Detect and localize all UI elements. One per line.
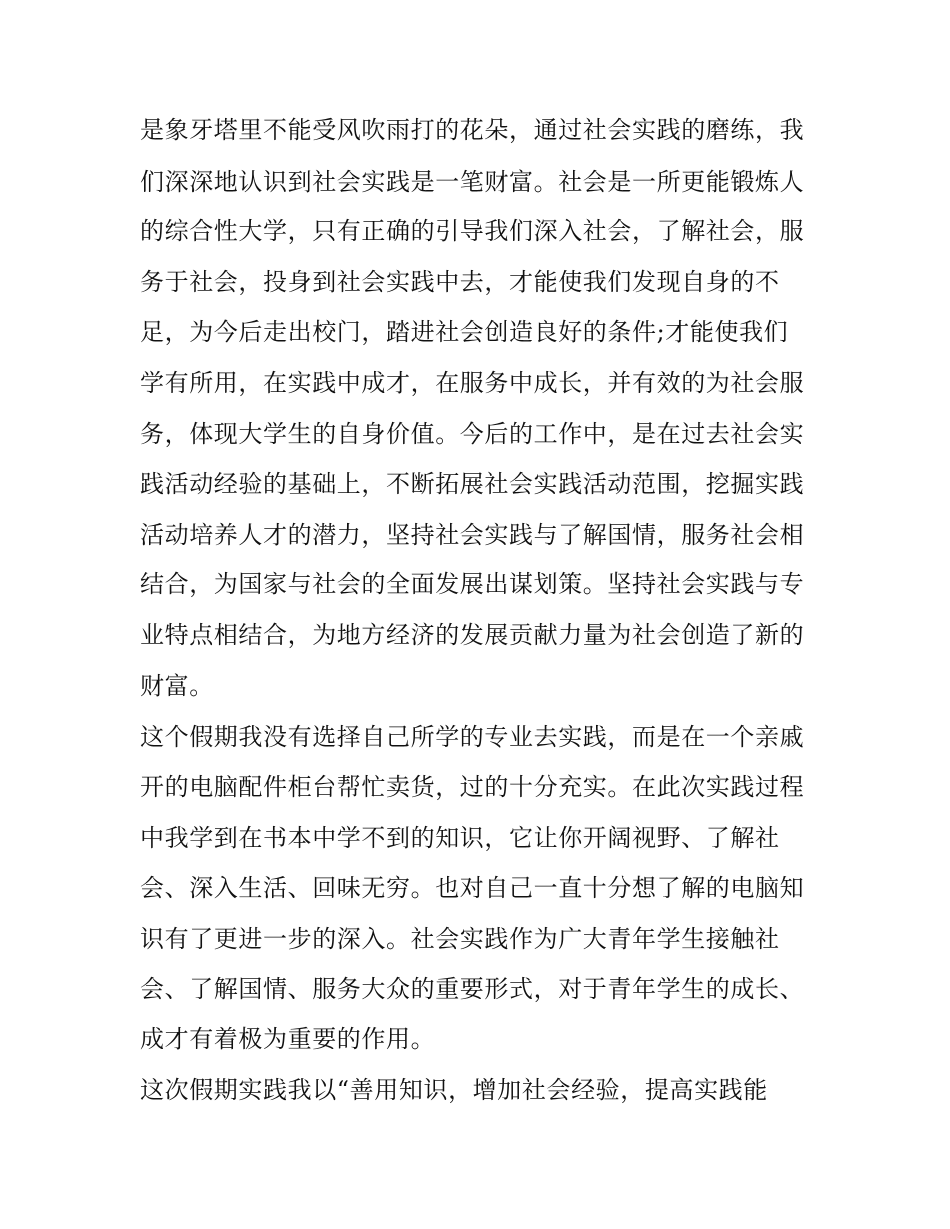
text-line: 践活动经验的基础上，不断拓展社会实践活动范围，挖掘实践 xyxy=(140,470,805,498)
text-line: 们深深地认识到社会实践是一笔财富。社会是一所更能锻炼人 xyxy=(140,168,805,196)
text-line: 务，体现大学生的自身价值。今后的工作中，是在过去社会实 xyxy=(140,420,805,448)
text-line: 中我学到在书本中学不到的知识，它让你开阔视野、了解社 xyxy=(140,824,780,852)
text-line: 足，为今后走出校门，踏进社会创造良好的条件;才能使我们 xyxy=(140,318,789,346)
text-line: 财富。 xyxy=(140,672,214,700)
text-line: 务于社会，投身到社会实践中去，才能使我们发现自身的不 xyxy=(140,268,780,296)
text-line: 是象牙塔里不能受风吹雨打的花朵，通过社会实践的磨练，我 xyxy=(140,116,805,144)
text-line: 这次假期实践我以“善用知识，增加社会经验，提高实践能 xyxy=(140,1076,768,1104)
text-line: 业特点相结合，为地方经济的发展贡献力量为社会创造了新的 xyxy=(140,621,805,649)
text-line: 会、深入生活、回味无穷。也对自己一直十分想了解的电脑知 xyxy=(140,874,805,902)
text-line: 活动培养人才的潜力，坚持社会实践与了解国情，服务社会相 xyxy=(140,521,805,549)
text-line: 识有了更进一步的深入。社会实践作为广大青年学生接触社 xyxy=(140,925,780,953)
text-line: 开的电脑配件柜台帮忙卖货，过的十分充实。在此次实践过程 xyxy=(140,773,805,801)
text-line: 成才有着极为重要的作用。 xyxy=(140,1025,436,1053)
text-line: 这个假期我没有选择自己所学的专业去实践，而是在一个亲戚 xyxy=(140,723,805,751)
text-line: 结合，为国家与社会的全面发展出谋划策。坚持社会实践与专 xyxy=(140,570,805,598)
text-line: 的综合性大学，只有正确的引导我们深入社会，了解社会，服 xyxy=(140,217,805,245)
text-line: 会、了解国情、服务大众的重要形式，对于青年学生的成长、 xyxy=(140,975,805,1003)
text-line: 学有所用，在实践中成才，在服务中成长，并有效的为社会服 xyxy=(140,369,805,397)
